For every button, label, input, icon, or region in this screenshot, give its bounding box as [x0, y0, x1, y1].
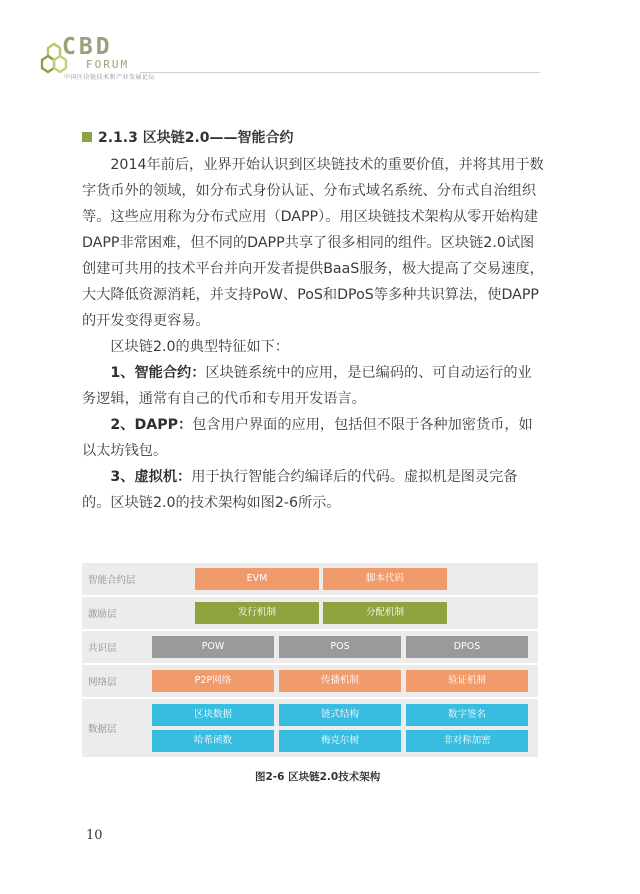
box-pow: POW [152, 636, 274, 658]
layer-label: 智能合约层 [88, 575, 136, 586]
layer-smart-contract [82, 563, 538, 595]
box-evm: EVM [195, 568, 319, 590]
box-issuance: 发行机制 [195, 602, 319, 624]
section-title-text: 2.1.3 区块链2.0——智能合约 [98, 130, 294, 146]
layer-label: 网络层 [88, 677, 117, 688]
section-title [82, 127, 294, 147]
paragraph-3: 区块链2.0的技术架构如图2-6所示。 [110, 495, 341, 511]
box-pos: POS [279, 636, 401, 658]
layer-network [82, 665, 538, 697]
box-p2p: P2P网络 [152, 670, 274, 692]
box-chain-structure: 链式结构 [279, 704, 401, 726]
box-distribution: 分配机制 [323, 602, 447, 624]
box-script-code: 脚本代码 [323, 568, 447, 590]
list-item-text: 用于执行智能合约编译后的代码。虚拟机是图灵完备的。 [82, 469, 518, 511]
box-hash-function: 哈希函数 [152, 730, 274, 752]
box-dpos: DPOS [406, 636, 528, 658]
list-item-label: 2、DAPP： [110, 417, 193, 433]
logo-forum-text: FORUM [86, 58, 130, 71]
box-digital-signature: 数字签名 [406, 704, 528, 726]
layer-label: 数据层 [88, 724, 117, 735]
architecture-diagram [82, 563, 538, 763]
list-item-smart-contract [82, 360, 544, 412]
paragraph-2: 区块链2.0的典型特征如下： [110, 339, 290, 355]
figure-caption: 图2-6 区块链2.0技术架构 [255, 771, 381, 783]
paragraph-1: 2014年前后，业界开始认识到区块链技术的重要价值，并将其用于数字货币外的领域，如分布式身份认证、分布式域名系统、分布式自治组织等。这些应用称为分布式应用（DAPP）。用区块链技术架构从零开始构建DAPP非常困难，但不同的DAPP共享了很多相同的组件。区块链2.0试图创建可共用的技术平台并向开发者提供BaaS服务，极大提高了交易速度，大大降低资源消耗，并支持PoW、PoS和DPoS等多种共识算法，使DAPP的开发变得更容易。 [82, 157, 544, 329]
layer-incentive [82, 597, 538, 629]
header-divider [140, 72, 540, 73]
logo-cbd-text: CBD [62, 34, 113, 60]
list-item-label: 3、虚拟机： [110, 469, 192, 485]
layer-data [82, 699, 538, 757]
page-number: 10 [86, 828, 103, 843]
box-propagation: 传播机制 [279, 670, 401, 692]
layer-label: 激励层 [88, 609, 117, 620]
bullet-square-icon [82, 132, 92, 142]
list-item-dapp [82, 412, 544, 464]
box-asymmetric-encryption: 非对称加密 [406, 730, 528, 752]
box-block-data: 区块数据 [152, 704, 274, 726]
box-merkle-tree: 梅克尔树 [279, 730, 401, 752]
logo-subtitle: 中国区块链技术和产业发展论坛 [64, 74, 156, 81]
layer-label: 共识层 [88, 643, 117, 654]
page-header [0, 0, 640, 80]
box-verification: 验证机制 [406, 670, 528, 692]
list-item-text: 包含用户界面的应用，包括但不限于各种加密货币，如以太坊钱包。 [82, 417, 533, 459]
list-item-text: 区块链系统中的应用，是已编码的、可自动运行的业务逻辑，通常有自己的代币和专用开发语言。 [82, 365, 532, 407]
layer-consensus [82, 631, 538, 663]
list-item-label: 1、智能合约： [110, 365, 206, 381]
